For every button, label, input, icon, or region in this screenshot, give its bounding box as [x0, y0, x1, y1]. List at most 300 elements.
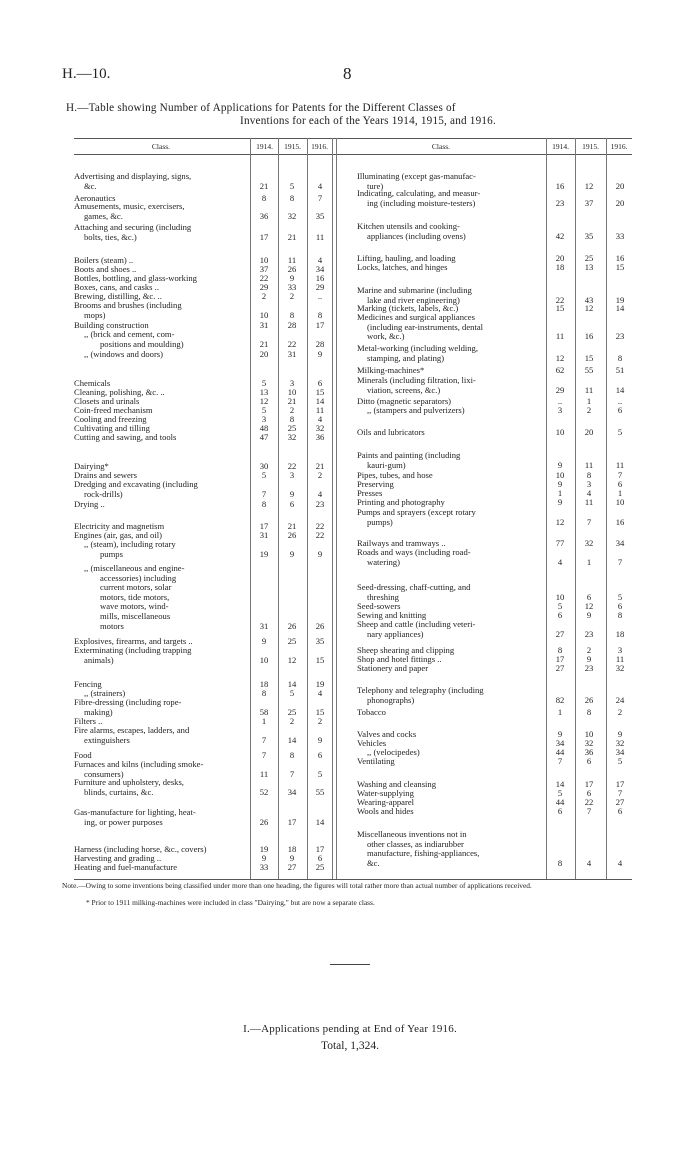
count-1915: 26 [287, 530, 297, 540]
class-name: ,, (steam), including rotary [84, 539, 176, 549]
count-1914: 12 [259, 396, 269, 406]
count-1914: 5 [261, 378, 267, 388]
count-1916: 35 [315, 210, 325, 221]
class-name: Kitchen utensils and cooking- [357, 221, 460, 231]
class-name: Chemicals [74, 378, 111, 388]
count-1914: 16 [555, 180, 565, 191]
count-1914: 20 [259, 349, 269, 359]
count-1915: 22 [287, 338, 297, 349]
class-name-continued: manufacture, fishing-appliances, [367, 848, 480, 859]
class-name: Sewing and knitting [357, 610, 427, 620]
class-name: Presses [357, 488, 383, 498]
count-1915: 11 [584, 459, 594, 470]
class-name: Minerals (including filtration, lixi- [357, 375, 476, 385]
class-name-continued: bolts, ties, &c.) [84, 231, 137, 242]
count-1914: 17 [259, 231, 269, 242]
class-name: Advertising and displaying, signs, [74, 171, 192, 181]
count-1916: 8 [617, 610, 623, 620]
count-1916: 5 [617, 591, 623, 602]
count-1914: 7 [261, 750, 267, 760]
column-header-1915-right: 1915. [582, 142, 599, 151]
count-1914: 7 [261, 488, 267, 499]
count-1916: 32 [615, 738, 625, 748]
count-1916: 4 [317, 688, 323, 698]
class-name: Closets and urinals [74, 396, 140, 406]
count-1914: 5 [557, 601, 563, 611]
count-1916: 11 [315, 231, 325, 242]
count-1916: 20 [615, 197, 625, 208]
column-rule-double [332, 138, 337, 879]
count-1914: 10 [555, 591, 565, 602]
count-1916: 22 [315, 530, 325, 540]
count-1914: 30 [259, 461, 269, 471]
table-note: Note.—Owing to some inventions being classified under more than one heading, the figures will total rather more than actual number of applications received. [62, 881, 532, 890]
count-1915: 16 [584, 331, 594, 342]
count-1915: 14 [287, 734, 297, 745]
count-1914: 15 [555, 303, 565, 313]
class-name: Locks, latches, and hinges [357, 262, 448, 272]
count-1915: 5 [289, 688, 295, 698]
count-1915: 7 [289, 768, 295, 779]
class-name-continued: other classes, as indiarubber [367, 838, 464, 849]
class-name: Cleaning, polishing, &c. .. [74, 387, 165, 397]
count-1916: 19 [315, 679, 325, 689]
count-1915: 1 [586, 556, 592, 567]
count-1915: 11 [287, 255, 297, 265]
count-1916: 20 [615, 180, 625, 191]
class-name: Illuminating (except gas-manufac- [357, 171, 476, 181]
class-name-continued: watering) [367, 556, 400, 567]
count-1916: 1 [617, 488, 623, 498]
count-1915: 3 [289, 378, 295, 388]
count-1914: 58 [259, 706, 269, 717]
class-name: Wools and hides [357, 806, 414, 816]
class-name: ,, (miscellaneous and engine- [84, 563, 185, 573]
count-1915: 32 [287, 210, 297, 221]
count-1914: 8 [261, 193, 267, 203]
count-1914: 36 [259, 210, 269, 221]
count-1915: 6 [289, 499, 295, 509]
count-1914: 10 [259, 255, 269, 265]
class-name: Food [74, 750, 92, 760]
class-name: Paints and painting (including [357, 450, 461, 460]
count-1914: 29 [259, 282, 269, 292]
count-1915: 8 [289, 750, 295, 760]
class-name: Ditto (magnetic separators) [357, 396, 452, 406]
count-1915: 2 [289, 716, 295, 726]
count-1914: 18 [259, 679, 269, 689]
count-1916: 2 [617, 707, 623, 717]
count-1914: 10 [555, 470, 565, 480]
class-name: ,, (brick and cement, com- [84, 329, 175, 339]
column-rule [575, 138, 576, 879]
count-1914: 7 [557, 756, 563, 766]
class-name: Sheep and cattle (including veteri- [357, 619, 476, 629]
count-1914: 10 [555, 427, 565, 437]
count-1916: 7 [617, 470, 623, 480]
count-1915: 4 [586, 857, 592, 868]
count-1914: 1 [557, 707, 563, 717]
count-1916: .. [617, 396, 623, 406]
count-1916: 5 [617, 756, 623, 766]
count-1915: 25 [287, 636, 297, 646]
count-1915: 20 [584, 427, 594, 437]
count-1915: 8 [586, 470, 592, 480]
class-name: Roads and ways (including road- [357, 547, 471, 557]
class-name-continued: making) [84, 706, 113, 717]
class-name: Exterminating (including trapping [74, 645, 192, 655]
count-1914: 48 [259, 423, 269, 433]
count-1914: 2 [261, 291, 267, 301]
table-title-line-1: H.—Table showing Number of Applications for Patents for the Different Classes of [66, 102, 456, 114]
class-name: Filters .. [74, 716, 103, 726]
count-1914: 77 [555, 538, 565, 548]
count-1914: 19 [259, 548, 269, 559]
count-1915: 4 [586, 488, 592, 498]
count-1915: 35 [584, 230, 594, 241]
count-1916: 7 [617, 556, 623, 567]
count-1915: 12 [584, 180, 594, 191]
class-name-continued: rock-drills) [84, 488, 123, 499]
count-1915: 8 [289, 193, 295, 203]
count-1914: 9 [557, 729, 563, 739]
count-1914: 8 [557, 857, 563, 868]
class-name: Marine and submarine (including [357, 285, 472, 295]
pending-applications-total: Total, 1,324. [321, 1040, 379, 1052]
count-1914: 14 [555, 779, 565, 789]
count-1914: 9 [557, 497, 563, 507]
column-header-class-right: Class. [431, 142, 451, 151]
count-1916: 14 [315, 816, 325, 827]
count-1915: 6 [586, 591, 592, 602]
count-1914: 21 [259, 180, 269, 191]
class-name: Drying .. [74, 499, 105, 509]
count-1916: 6 [617, 601, 623, 611]
count-1915: 9 [289, 488, 295, 499]
class-name: ,, (stampers and pulverizers) [367, 405, 465, 415]
column-header-1915-left: 1915. [284, 142, 301, 151]
count-1914: 27 [555, 663, 565, 673]
count-1915: 36 [584, 747, 594, 757]
class-name-continued: work, &c.) [367, 331, 405, 342]
count-1914: 12 [555, 516, 565, 527]
class-name-continued: ing (including moisture-testers) [367, 197, 476, 208]
class-name: ,, (strainers) [84, 688, 126, 698]
count-1914: 23 [555, 197, 565, 208]
count-1915: 8 [289, 414, 295, 424]
count-1915: 37 [584, 197, 594, 208]
count-1915: 8 [586, 707, 592, 717]
class-name-continued: motors, tide motors, [100, 591, 170, 602]
count-1914: 8 [261, 499, 267, 509]
class-name: Engines (air, gas, and oil) [74, 530, 162, 540]
count-1916: 16 [615, 516, 625, 527]
column-header-1914-left: 1914. [256, 142, 273, 151]
count-1914: 31 [259, 620, 269, 631]
class-name: Medicines and surgical appliances [357, 312, 475, 322]
class-name: Furniture and upholstery, desks, [74, 777, 184, 787]
count-1916: 32 [615, 663, 625, 673]
class-name: Electricity and magnetism [74, 521, 165, 531]
class-name: Seed-sowers [357, 601, 401, 611]
count-1914: 19 [259, 844, 269, 854]
count-1914: 1 [261, 716, 267, 726]
count-1916: 3 [617, 645, 623, 655]
count-1915: 33 [287, 282, 297, 292]
class-name: Explosives, firearms, and targets .. [74, 636, 193, 646]
count-1914: 4 [557, 556, 563, 567]
count-1915: 25 [584, 253, 594, 263]
count-1916: 15 [315, 654, 325, 665]
column-rule [307, 138, 308, 879]
table-header [74, 138, 632, 155]
class-name: Valves and cocks [357, 729, 417, 739]
column-rule [278, 138, 279, 879]
class-name: Stationery and paper [357, 663, 429, 673]
class-name: Tobacco [357, 707, 386, 717]
count-1914: 44 [555, 797, 565, 807]
count-1916: 35 [315, 636, 325, 646]
count-1915: 3 [289, 470, 295, 480]
count-1914: 9 [557, 479, 563, 489]
count-1914: 31 [259, 530, 269, 540]
count-1916: 26 [315, 620, 325, 631]
section-separator [330, 964, 370, 965]
count-1915: 2 [586, 405, 592, 415]
count-1916: 5 [317, 768, 323, 779]
count-1914: 11 [259, 768, 269, 779]
count-1915: 10 [287, 387, 297, 397]
class-name: Fencing [74, 679, 102, 689]
count-1914: 8 [261, 688, 267, 698]
count-1916: 6 [317, 853, 323, 863]
count-1916: 2 [317, 716, 323, 726]
count-1916: 16 [615, 253, 625, 263]
count-1915: 2 [289, 291, 295, 301]
count-1916: 34 [315, 264, 325, 274]
count-1914: 3 [261, 414, 267, 424]
class-name: Vehicles [357, 738, 387, 748]
class-name: Brooms and brushes (including [74, 300, 182, 310]
count-1915: 26 [287, 620, 297, 631]
class-name: Shop and hotel fittings .. [357, 654, 442, 664]
count-1915: 12 [287, 654, 297, 665]
count-1915: 6 [586, 788, 592, 798]
count-1916: 29 [315, 282, 325, 292]
count-1914: 17 [555, 654, 565, 664]
count-1916: 28 [315, 338, 325, 349]
class-name-continued: stamping, and plating) [367, 352, 445, 363]
table-footnote: * Prior to 1911 milking-machines were included in class "Dairying," but are now a separate class. [86, 898, 375, 907]
count-1916: 7 [317, 193, 323, 203]
count-1915: 11 [584, 497, 594, 507]
count-1915: 5 [289, 180, 295, 191]
count-1914: 9 [261, 853, 267, 863]
count-1916: 23 [615, 331, 625, 342]
table-title [66, 102, 670, 127]
count-1915: 34 [287, 786, 297, 797]
count-1916: 11 [615, 654, 625, 664]
count-1916: 11 [615, 459, 625, 470]
class-name-continued: pumps [100, 548, 123, 559]
class-name-continued: games, &c. [84, 210, 123, 221]
count-1915: 14 [287, 679, 297, 689]
class-name: Aeronautics [74, 193, 116, 203]
class-name: Furnaces and kilns (including smoke- [74, 759, 204, 769]
count-1916: 34 [615, 538, 625, 548]
column-rule [546, 138, 547, 879]
count-1914: 62 [555, 365, 565, 375]
count-1916: 55 [315, 786, 325, 797]
count-1915: 18 [287, 844, 297, 854]
count-1915: 2 [289, 405, 295, 415]
count-1915: 22 [287, 461, 297, 471]
count-1914: 42 [555, 230, 565, 241]
class-name-continued: &c. [367, 857, 380, 868]
class-name: Metal-working (including welding, [357, 343, 479, 353]
class-name: Miscellaneous inventions not in [357, 829, 467, 839]
count-1915: 11 [584, 384, 594, 395]
class-name: Wearing-apparel [357, 797, 415, 807]
class-name: Fire alarms, escapes, ladders, and [74, 725, 190, 735]
column-header-1916-left: 1916. [311, 142, 328, 151]
class-name: Brewing, distilling, &c. .. [74, 291, 162, 301]
count-1916: 34 [615, 747, 625, 757]
count-1914: 22 [555, 294, 565, 305]
count-1915: 10 [584, 729, 594, 739]
count-1916: 33 [615, 230, 625, 241]
count-1914: 21 [259, 338, 269, 349]
count-1915: 23 [584, 628, 594, 639]
count-1916: 2 [317, 470, 323, 480]
class-name-continued: wave motors, wind- [100, 601, 169, 612]
count-1915: 9 [586, 610, 592, 620]
class-name-continued: extinguishers [84, 734, 130, 745]
class-name: ,, (velocipedes) [367, 747, 420, 757]
class-name-continued: lake and river engineering) [367, 294, 460, 305]
count-1914: 9 [261, 636, 267, 646]
class-name: Dredging and excavating (including [74, 479, 198, 489]
page-number: 8 [343, 64, 352, 83]
class-name-continued: (including ear-instruments, dental [367, 321, 484, 332]
count-1915: 26 [584, 694, 594, 705]
count-1914: 8 [557, 645, 563, 655]
class-name-continued: ture) [367, 180, 384, 191]
count-1916: 9 [317, 548, 323, 559]
count-1916: 25 [315, 862, 325, 872]
count-1915: 3 [586, 479, 592, 489]
count-1915: 22 [584, 797, 594, 807]
class-name: Water-supplying [357, 788, 414, 798]
class-name: Lifting, hauling, and loading [357, 253, 456, 263]
count-1916: 23 [315, 499, 325, 509]
count-1916: 17 [315, 844, 325, 854]
count-1916: 14 [615, 384, 625, 395]
count-1915: 21 [287, 231, 297, 242]
class-name: Pumps and sprayers (except rotary [357, 507, 476, 517]
count-1914: 10 [259, 654, 269, 665]
count-1915: 25 [287, 423, 297, 433]
count-1916: 6 [317, 378, 323, 388]
count-1914: 5 [557, 788, 563, 798]
class-name: Gas-manufacture for lighting, heat- [74, 807, 196, 817]
class-name-continued: accessories) including [100, 572, 177, 583]
count-1914: 9 [557, 459, 563, 470]
count-1915: 23 [584, 663, 594, 673]
column-rule [606, 138, 607, 879]
count-1915: 9 [289, 548, 295, 559]
class-name: Pipes, tubes, and hose [357, 470, 433, 480]
count-1914: 3 [557, 405, 563, 415]
count-1914: 1 [557, 488, 563, 498]
count-1914: .. [557, 396, 563, 406]
class-name: Marking (tickets, labels, &c.) [357, 303, 459, 313]
class-name-continued: nary appliances) [367, 628, 424, 639]
class-name-continued: mills, miscellaneous [100, 611, 171, 621]
class-name: Printing and photography [357, 497, 445, 507]
count-1916: 27 [615, 797, 625, 807]
class-name: Drains and sewers [74, 470, 138, 480]
count-1916: 4 [317, 180, 323, 191]
count-1915: 8 [289, 309, 295, 320]
count-1916: 4 [317, 255, 323, 265]
count-1914: 11 [555, 331, 565, 342]
class-name-continued: ing, or power purposes [84, 816, 163, 827]
count-1916: 14 [615, 303, 625, 313]
count-1916: 15 [315, 706, 325, 717]
count-1914: 18 [555, 262, 565, 272]
count-1914: 6 [557, 806, 563, 816]
count-1916: 14 [315, 396, 325, 406]
count-1914: 7 [261, 734, 267, 745]
count-1916: 22 [315, 521, 325, 531]
count-1914: 34 [555, 738, 565, 748]
count-1916: 6 [317, 750, 323, 760]
count-1914: 37 [259, 264, 269, 274]
count-1914: 26 [259, 816, 269, 827]
class-name: Heating and fuel-manufacture [74, 862, 178, 872]
count-1914: 17 [259, 521, 269, 531]
class-name: Washing and cleansing [357, 779, 437, 789]
count-1916: 51 [615, 365, 625, 375]
column-header-1916-right: 1916. [610, 142, 628, 151]
count-1914: 29 [555, 384, 565, 395]
count-1916: 6 [617, 479, 623, 489]
count-1916: 18 [615, 628, 625, 639]
count-1914: 13 [259, 387, 269, 397]
count-1914: 12 [555, 352, 565, 363]
count-1916: 8 [317, 309, 323, 320]
count-1915: 31 [287, 349, 297, 359]
class-name: Oils and lubricators [357, 427, 425, 437]
class-name-continued: pumps) [367, 516, 393, 527]
count-1916: 15 [315, 387, 325, 397]
class-name: Telephony and telegraphy (including [357, 685, 484, 695]
class-name-continued: current motors, solar [100, 582, 172, 593]
class-name: Coin-freed mechanism [74, 405, 153, 415]
count-1914: 47 [259, 432, 269, 442]
count-1916: 5 [617, 427, 623, 437]
class-name: Cooling and freezing [74, 414, 147, 424]
count-1915: 21 [287, 521, 297, 531]
class-name: Boots and shoes .. [74, 264, 137, 274]
count-1915: 26 [287, 264, 297, 274]
count-1916: 21 [315, 461, 325, 471]
table-title-line-2: Inventions for each of the Years 1914, 1915, and 1916. [240, 115, 496, 127]
count-1915: 28 [287, 320, 297, 330]
count-1914: 20 [555, 253, 565, 263]
count-1916: 6 [617, 405, 623, 415]
